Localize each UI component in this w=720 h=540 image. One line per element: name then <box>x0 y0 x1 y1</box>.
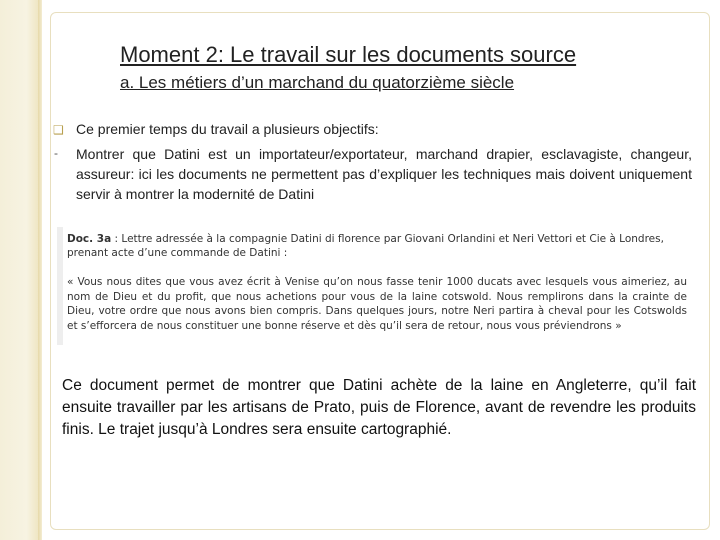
slide-title: Moment 2: Le travail sur les documents source <box>120 42 577 67</box>
intro-text: Ce premier temps du travail a plusieurs objectifs: <box>76 121 379 137</box>
document-heading <box>67 232 687 260</box>
dash-bullet-marker: - <box>54 146 58 160</box>
slide-subtitle: a. Les métiers d’un marchand du quatorzième siècle <box>120 73 515 92</box>
decorative-side-band-edge <box>38 0 42 540</box>
document-excerpt-image <box>57 227 690 345</box>
document-heading-text: : Lettre adressée à la compagnie Datini di florence par Giovani Orlandini et Neri Vettori et Cie à Londres, prenant acte d’une commande de Datini : <box>67 233 664 259</box>
conclusion-text: Ce document permet de montrer que Datini achète de la laine en Angleterre, qu’il fait ensuite travailler par les artisans de Prato, puis de Florence, avant de revendre les produits finis. Le trajet jusqu’à Londres sera ensuite cartographié. <box>62 377 696 438</box>
document-quote: « Vous nous dites que vous avez écrit à Venise qu’on nous fasse tenir 1000 ducats avec lesquels vous aimeriez, au nom de Dieu et du profit, que nous achetions pour vous de la laine cotswold. Nous remplirons dans la crainte de Dieu, votre ordre que nous avons bien compris. Dans quelques jours, notre Neri partira à cheval pour les Cotswolds et s’efforcera de nous constituer une bonne réserve et dès qu’il sera de retour, nous vous préviendrons » <box>67 276 687 332</box>
decorative-bullet-icon: ❑ <box>53 123 64 137</box>
decorative-side-band <box>0 0 38 540</box>
document-label: Doc. 3a <box>67 233 112 245</box>
bullet-text: Montrer que Datini est un importateur/exportateur, marchand drapier, esclavagiste, changeur, assureur: ici les documents ne permettent pas d’expliquer les techniques mais doivent uniquement servir à montrer la modernité de Datini <box>76 146 692 202</box>
